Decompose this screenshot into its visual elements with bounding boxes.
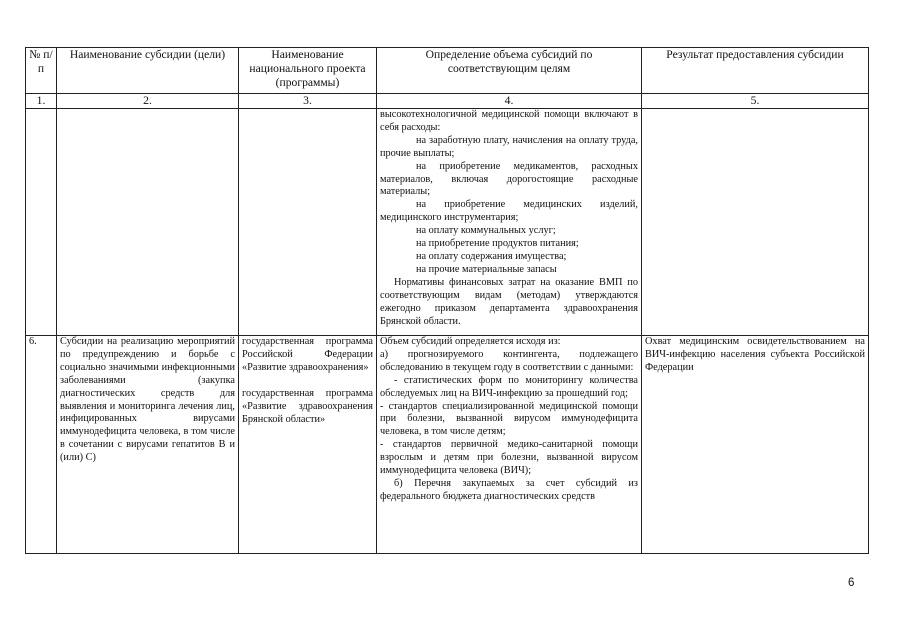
row-number: 6. <box>26 336 57 554</box>
table-row-continuation <box>26 109 869 336</box>
header-number: № п/п <box>26 48 57 94</box>
text-paragraph: на приобретение продуктов питания; <box>416 238 579 250</box>
text-paragraph: на оплату коммунальных услуг; <box>416 225 556 237</box>
text-paragraph: на приобретение медикаментов, расходных материалов, включая дорогостоящие расходные материалы; <box>380 160 638 198</box>
column-number: 2. <box>57 94 239 109</box>
text-paragraph: высокотехнологичной медицинской помощи включают в себя расходы: <box>380 109 638 133</box>
header-project-name: Наименование национального проекта (программы) <box>239 48 377 94</box>
volume-definition-cell <box>377 336 642 554</box>
column-number: 1. <box>26 94 57 109</box>
result-cell: Охват медицинским освидетельствованием на ВИЧ-инфекцию населения субъекта Российской Федерации <box>642 336 869 554</box>
cell-empty <box>239 109 377 336</box>
text-paragraph: Нормативы финансовых затрат на оказание ВМП по соответствующим видам (методам) утверждаются ежегодно приказом департамента здравоохранения Брянской области. <box>380 276 638 327</box>
text-paragraph: на оплату содержания имущества; <box>416 250 567 262</box>
column-number: 3. <box>239 94 377 109</box>
column-number: 5. <box>642 94 869 109</box>
text-paragraph: на заработную плату, начисления на оплату труда, прочие выплаты; <box>380 134 638 159</box>
page-number: 6 <box>848 577 855 589</box>
header-subsidy-name: Наименование субсидии (цели) <box>57 48 239 94</box>
text-paragraph: - статистических форм по мониторингу количества обследуемых лиц на ВИЧ-инфекцию за прошедший год; <box>380 374 638 399</box>
spacer <box>242 375 373 388</box>
table-header-row <box>26 48 869 94</box>
text-paragraph: а) прогнозируемого контингента, подлежащего обследованию в текущем году в соответствии с данными: <box>380 348 638 373</box>
column-number-row <box>26 94 869 109</box>
text-paragraph: Объем субсидий определяется исходя из: <box>380 336 561 347</box>
text-paragraph: б) Перечня закупаемых за счет субсидий из федерального бюджета диагностических средств <box>380 477 638 502</box>
continuation-cell <box>377 109 642 336</box>
text-paragraph: - стандартов специализированной медицинской помощи при болезни, вызванной вирусом иммунодефицита человека, в том числе детям; <box>380 400 638 438</box>
subsidy-table <box>25 47 869 554</box>
text-paragraph: на приобретение медицинских изделий, медицинского инструментария; <box>380 199 638 224</box>
text-paragraph: - стандартов первичной медико-санитарной помощи взрослым и детям при болезни, вызванной вирусом иммунодефицита человека (ВИЧ); <box>380 439 638 477</box>
text-paragraph: на прочие материальные запасы <box>416 263 557 275</box>
cell-empty <box>26 109 57 336</box>
program-cell <box>239 336 377 554</box>
cell-empty <box>642 109 869 336</box>
header-result: Результат предоставления субсидии <box>642 48 869 94</box>
program-name: государственная программа Российской Федерации «Развитие здравоохранения» <box>242 336 373 373</box>
column-number: 4. <box>377 94 642 109</box>
table-row-6 <box>26 336 869 554</box>
cell-empty <box>57 109 239 336</box>
subsidy-name-cell: Субсидии на реализацию мероприятий по предупреждению и борьбе с социально значимыми инфекционными заболеваниями (закупка диагностических средств для выявления и мониторинга лечения лиц, инфицированных вирусами иммунодефицита человека, в том числе в сочетании с вирусами гепатитов В и (или) С) <box>57 336 239 554</box>
program-name: государственная программа «Развитие здравоохранения Брянской области» <box>242 387 373 425</box>
header-volume-definition: Определение объема субсидий по соответствующим целям <box>377 48 642 94</box>
